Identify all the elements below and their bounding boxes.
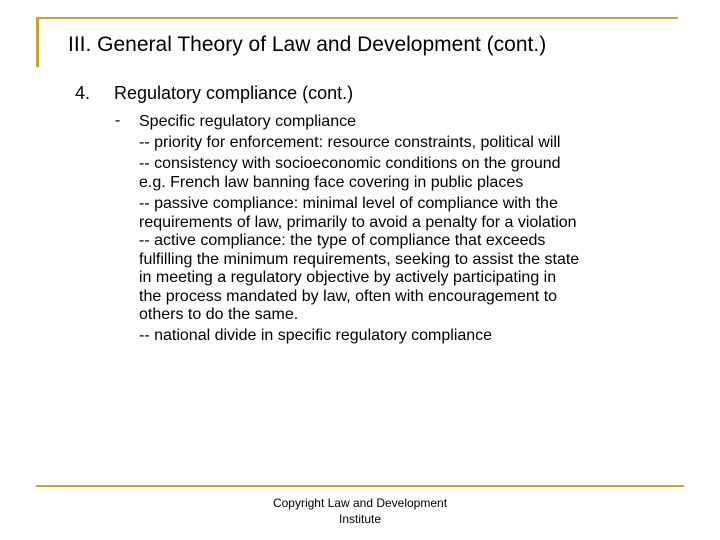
point-label: Regulatory compliance (cont.)	[114, 83, 354, 103]
body-line: others to do the same.	[139, 306, 299, 323]
body-line: -- active compliance: the type of compliance that exceeds	[139, 232, 546, 249]
body-line: Specific regulatory compliance	[139, 113, 356, 130]
slide-title: III. General Theory of Law and Development (cont.)	[68, 33, 547, 56]
footer-line: Copyright Law and Development	[272, 496, 448, 510]
body-line: in meeting a regulatory objective by actively participating in	[139, 269, 557, 286]
body-line: requirements of law, primarily to avoid a penalty for a violation	[139, 213, 577, 231]
copyright-footer	[260, 495, 460, 527]
body-line: -- consistency with socioeconomic conditions on the ground	[139, 155, 561, 172]
footer-line: Institute	[338, 512, 382, 526]
body-line: -- passive compliance: minimal level of compliance with the	[139, 194, 558, 212]
bullet-marker: -	[115, 112, 121, 129]
body-line: -- priority for enforcement: resource constraints, political will	[139, 134, 561, 151]
body-line: the process mandated by law, often with encouragement to	[139, 287, 558, 305]
left-rule	[36, 17, 39, 67]
body-text	[139, 111, 679, 346]
body-line: e.g. French law banning face covering in public places	[139, 174, 524, 191]
body-line: -- national divide in specific regulatory compliance	[139, 326, 493, 344]
bottom-rule	[36, 485, 684, 487]
body-line: fulfilling the minimum requirements, seeking to assist the state	[139, 250, 580, 268]
top-rule	[36, 17, 678, 19]
point-number: 4.	[75, 83, 91, 103]
